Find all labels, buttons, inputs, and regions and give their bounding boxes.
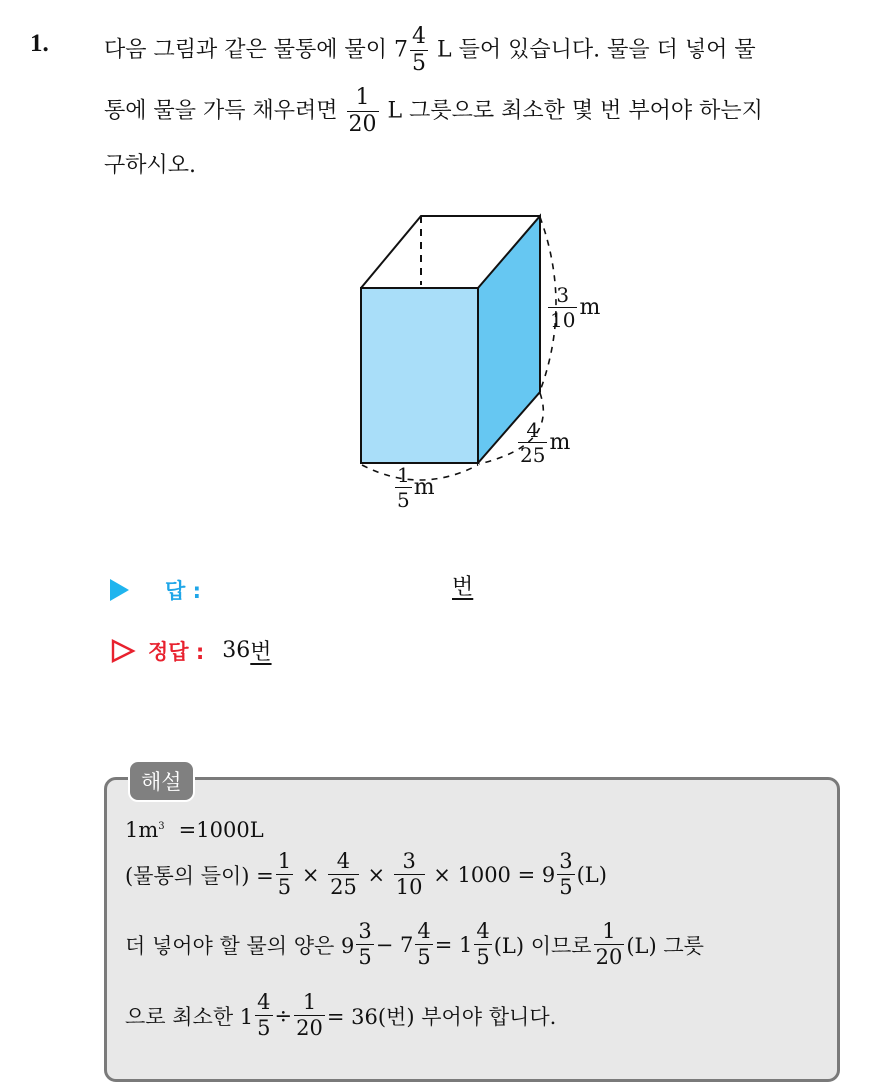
correct-answer-row [110,635,272,666]
question-line-2: 통에 물을 가득 채우려면 $\frac{1}{20}$ L 그릇으로 최소한 몇 번 부어야 하는지 [104,85,763,137]
answer-row [110,575,201,605]
width-label: $\frac{1}{5}$ m [397,463,435,512]
explanation-line-2: (물통의 들이) = $\frac{1}{5}$ × $\frac{4}{25}$ × $\frac{3}{10}$ × 1000 = 9 $\frac{3}{5}$ (L) [125,849,607,899]
explanation-tag: 해설 [128,760,195,802]
explanation-line-3: 더 넣어야 할 물의 양은 9 $\frac{3}{5}$ − 7 $\frac{4}{5}$ = 1 $\frac{4}{5}$ (L) 이므로 $\frac{1}{20}$ (L) 그릇 [125,919,704,969]
answer-blank-unit[interactable]: 번 [452,575,474,600]
play-triangle-icon [110,579,129,601]
answer-label: 답 : [165,579,201,603]
height-label: $\frac{3}{10}$ m [550,283,601,332]
cuboid-front-face [361,288,478,463]
question-line-3: 구하시오. [104,153,197,178]
correct-answer-label: 정답 : [148,639,205,664]
explanation-line-4: 으로 최소한 1 $\frac{4}{5}$ ÷ $\frac{1}{20}$ = 36(번) 부어야 합니다. [125,990,557,1040]
depth-label: $\frac{4}{25}$ m [520,418,571,467]
outline-triangle-icon [110,638,136,664]
correct-answer-unit: 번 [250,640,272,665]
question-number: 1. [30,30,49,57]
explanation-line-1: $1m^3 =1000L$ [125,818,264,842]
fraction-four-fifths: $\frac{4}{5}$ [412,24,426,76]
correct-answer-value: 36 [222,638,251,663]
fraction-one-twentieth: $\frac{1}{20}$ [348,85,377,137]
question-line-1: 다음 그림과 같은 물통에 물이 7 $\frac{4}{5}$ L 들어 있습니다. 물을 더 넣어 물 [104,24,756,76]
cuboid-figure [340,205,630,525]
